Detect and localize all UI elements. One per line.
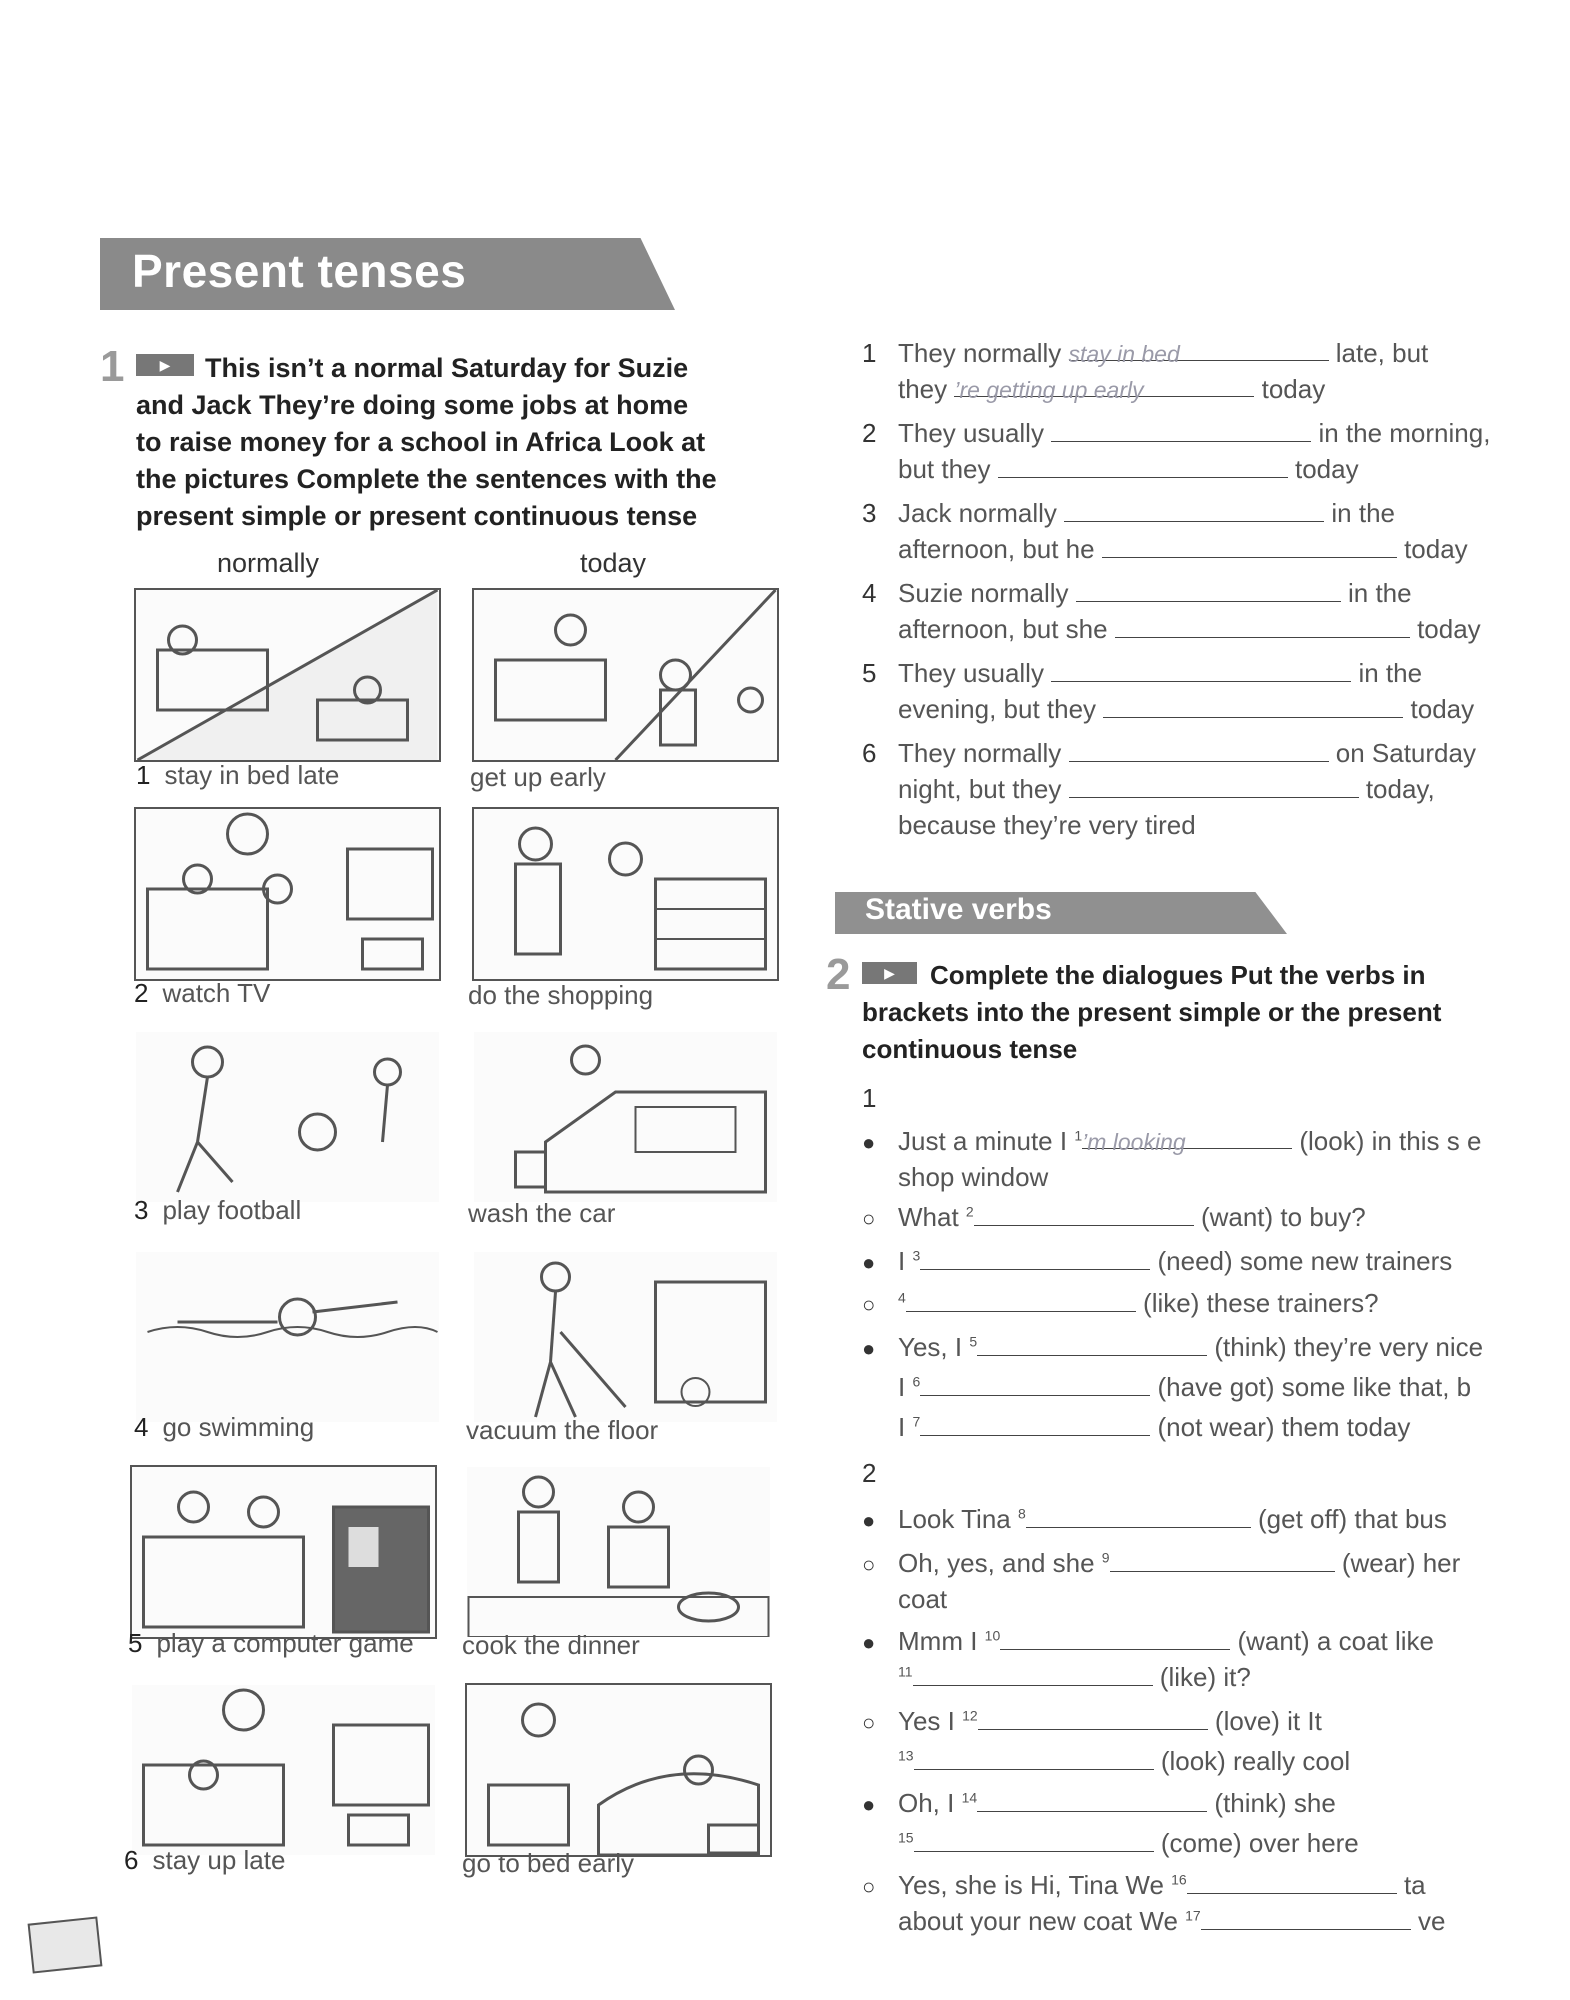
instruction-line: present simple or present continuous tense: [136, 501, 698, 531]
picture-caption: 2 watch TV: [134, 978, 271, 1008]
sentence-line: because they’re very tired: [898, 810, 1196, 840]
answer-blank[interactable]: [1103, 695, 1403, 718]
picture-go-to-bed-early: [465, 1683, 772, 1857]
section-title: Stative verbs: [865, 893, 1052, 926]
answer-blank[interactable]: [1069, 775, 1359, 798]
bullet-filled-icon: ●: [862, 1630, 876, 1655]
picture-caption: 5 play a computer game: [128, 1628, 414, 1658]
bullet-filled-icon: ●: [862, 1508, 876, 1533]
instruction-line: and Jack They’re doing some jobs at home: [136, 390, 689, 420]
picture-do-the-shopping: [472, 807, 779, 981]
dialogue-line: I $^6$ (have got) some like that, b: [898, 1372, 1472, 1402]
answer-blank[interactable]: [1187, 1871, 1397, 1894]
answer-blank[interactable]: [1115, 615, 1410, 638]
picture-stay-in-bed: [134, 588, 441, 762]
bullet-open-icon: ○: [862, 1874, 876, 1899]
bullet-filled-icon: ●: [862, 1250, 876, 1275]
answer-blank[interactable]: [1069, 739, 1329, 762]
sentence-line: They usually in the morning,: [898, 418, 1491, 448]
sentence-line: afternoon, but he today: [898, 534, 1468, 564]
answer-blank[interactable]: [1110, 1549, 1335, 1572]
sentence-number: 1: [862, 338, 877, 368]
answer-blank[interactable]: [998, 455, 1288, 478]
sentence-line: evening, but they today: [898, 694, 1475, 724]
dialogue-line: shop window: [898, 1162, 1049, 1192]
picture-caption: go to bed early: [462, 1848, 635, 1878]
dialogue-line: Oh, yes, and she $^9$ (wear) her: [898, 1548, 1461, 1578]
exercise-number: 1: [100, 342, 125, 391]
audio-icon[interactable]: ▶: [136, 354, 194, 376]
answer-blank[interactable]: [1026, 1505, 1251, 1528]
instruction-line: brackets into the present simple or the present: [862, 997, 1442, 1027]
picture-caption: 4 go swimming: [134, 1412, 315, 1442]
sentence-number: 4: [862, 578, 877, 608]
dialogue-label: 2: [862, 1458, 877, 1488]
picture-watch-tv: [134, 807, 441, 981]
picture-caption: wash the car: [468, 1198, 616, 1228]
picture-caption: 3 play football: [134, 1195, 302, 1225]
picture-caption: do the shopping: [468, 980, 654, 1010]
bullet-open-icon: ○: [862, 1292, 876, 1317]
page-title: Present tenses: [132, 245, 467, 297]
sentence-number: 6: [862, 738, 877, 768]
picture-caption: 1 stay in bed late: [136, 760, 340, 790]
dialogue-line: about your new coat We $^{17}$ ve: [898, 1906, 1446, 1936]
answer-blank[interactable]: [920, 1373, 1150, 1396]
answer-blank[interactable]: [913, 1663, 1153, 1686]
answer-blank[interactable]: [920, 1413, 1150, 1436]
bullet-open-icon: ○: [862, 1710, 876, 1735]
dialogue-line: $^{13}$ (look) really cool: [898, 1746, 1351, 1776]
answer-blank[interactable]: [1076, 579, 1341, 602]
instruction-line: the pictures Complete the sentences with the: [136, 464, 717, 494]
picture-caption: get up early: [470, 762, 606, 792]
sentence-number: 3: [862, 498, 877, 528]
dialogue-line: $^{15}$ (come) over here: [898, 1828, 1359, 1858]
sentence-line: They usually in the: [898, 658, 1423, 688]
sentence-line: Suzie normally in the: [898, 578, 1412, 608]
sentence-number: 5: [862, 658, 877, 688]
answer-blank[interactable]: [978, 1707, 1208, 1730]
picture-caption: vacuum the floor: [466, 1415, 659, 1445]
bullet-filled-icon: ●: [862, 1336, 876, 1361]
picture-go-swimming: [134, 1250, 441, 1424]
dialogue-line: Just a minute I $^1$’m looking (look) in this s e: [898, 1126, 1482, 1156]
picture-stay-up-late: [130, 1683, 437, 1857]
dialogue-line: Oh, I $^{14}$ (think) she: [898, 1788, 1336, 1818]
answer-blank[interactable]: [914, 1747, 1154, 1770]
bullet-open-icon: ○: [862, 1206, 876, 1231]
sentence-line: afternoon, but she today: [898, 614, 1481, 644]
picture-get-up-early: [472, 588, 779, 762]
sentence-line: night, but they today,: [898, 774, 1435, 804]
answer-blank[interactable]: [1000, 1627, 1230, 1650]
dialogue-line: coat: [898, 1584, 948, 1614]
picture-wash-the-car: [472, 1030, 779, 1204]
picture-play-a-computer-game: [130, 1465, 437, 1639]
sentence-number: 2: [862, 418, 877, 448]
answer-blank[interactable]: [1102, 535, 1397, 558]
answer-blank[interactable]: ’re getting up early: [954, 374, 1254, 397]
sentence-line: but they today: [898, 454, 1359, 484]
answer-blank[interactable]: [1064, 499, 1324, 522]
dialogue-line: $^4$ (like) these trainers?: [898, 1288, 1379, 1318]
instruction-line: This isn’t a normal Saturday for Suzie: [205, 353, 689, 383]
page-number-badge: [28, 1916, 103, 1973]
instruction-line: continuous tense: [862, 1034, 1078, 1064]
picture-caption: cook the dinner: [462, 1630, 640, 1660]
answer-blank[interactable]: [906, 1289, 1136, 1312]
answer-blank[interactable]: [1201, 1907, 1411, 1930]
dialogue-line: Yes, she is Hi, Tina We $^{16}$ ta: [898, 1870, 1426, 1900]
instruction-line: to raise money for a school in Africa Look at: [136, 427, 706, 457]
bullet-filled-icon: ●: [862, 1792, 876, 1817]
answer-blank[interactable]: [977, 1333, 1207, 1356]
picture-vacuum-the-floor: [472, 1250, 779, 1424]
dialogue-line: $^{11}$ (like) it?: [898, 1662, 1251, 1692]
dialogue-line: Yes, I $^5$ (think) they’re very nice: [898, 1332, 1484, 1362]
dialogue-line: What $^2$ (want) to buy?: [898, 1202, 1366, 1232]
picture-caption: 6 stay up late: [124, 1845, 286, 1875]
bullet-open-icon: ○: [862, 1552, 876, 1577]
answer-blank[interactable]: [1051, 419, 1311, 442]
column-heading-normally: normally: [217, 548, 320, 578]
column-heading-today: today: [580, 548, 647, 578]
sentence-line: They normally on Saturday: [898, 738, 1476, 768]
instruction-line: Complete the dialogues Put the verbs in: [930, 960, 1426, 990]
dialogue-line: Yes I $^{12}$ (love) it It: [898, 1706, 1322, 1736]
audio-icon[interactable]: ▶: [862, 962, 917, 984]
answer-blank[interactable]: [977, 1789, 1207, 1812]
answer-blank[interactable]: [920, 1247, 1150, 1270]
dialogue-line: Mmm I $^{10}$ (want) a coat like: [898, 1626, 1434, 1656]
answer-blank[interactable]: [914, 1829, 1154, 1852]
answer-blank[interactable]: [1051, 659, 1351, 682]
answer-blank[interactable]: [974, 1203, 1194, 1226]
dialogue-line: I $^3$ (need) some new trainers: [898, 1246, 1453, 1276]
exercise-number: 2: [826, 950, 851, 999]
sentence-line: they ’re getting up early today: [898, 374, 1326, 404]
answer-blank[interactable]: ’m looking: [1082, 1126, 1292, 1149]
picture-cook-the-dinner: [465, 1465, 772, 1639]
picture-play-football: [134, 1030, 441, 1204]
bullet-filled-icon: ●: [862, 1130, 876, 1155]
dialogue-line: Look Tina $^8$ (get off) that bus: [898, 1504, 1447, 1534]
dialogue-line: I $^7$ (not wear) them today: [898, 1412, 1411, 1442]
sentence-line: They normally stay in bed late, but: [898, 338, 1429, 368]
dialogue-label: 1: [862, 1083, 877, 1113]
sentence-line: Jack normally in the: [898, 498, 1396, 528]
answer-blank[interactable]: stay in bed: [1069, 338, 1329, 361]
